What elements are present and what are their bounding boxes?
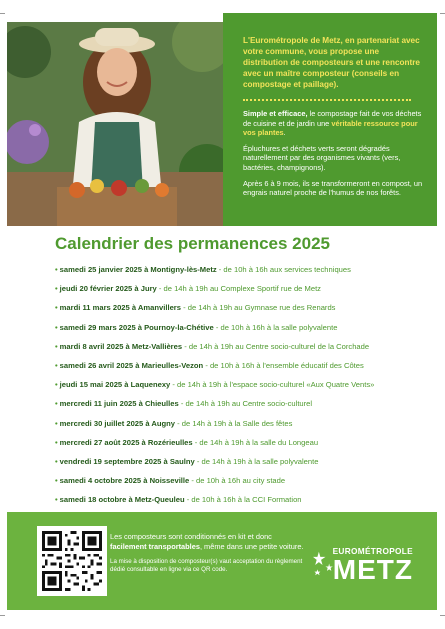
bullet-icon: • bbox=[55, 418, 58, 428]
bullet-icon: • bbox=[55, 456, 58, 466]
bullet-icon: • bbox=[55, 437, 58, 447]
event-item bbox=[55, 457, 415, 476]
event-location: - de 14h à 19h à l'espace socio-culturel «Aux Quatre Vents» bbox=[170, 380, 375, 390]
event-date: samedi 18 octobre à Metz-Queuleu bbox=[59, 495, 185, 505]
event-location: - de 14h à 19h à la Salle des fêtes bbox=[175, 418, 293, 428]
logo-line2: METZ bbox=[332, 554, 413, 585]
event-location: - de 14h à 19h au Centre socio-culturel bbox=[178, 399, 313, 409]
event-date: jeudi 15 mai 2025 à Laquenexy bbox=[59, 380, 171, 390]
event-item bbox=[55, 361, 415, 380]
bullet-icon: • bbox=[55, 360, 58, 370]
qr-code-icon[interactable] bbox=[37, 526, 107, 596]
band-text bbox=[110, 532, 310, 574]
paragraph-compost bbox=[243, 109, 423, 138]
event-item bbox=[55, 380, 415, 399]
bullet-icon: • bbox=[55, 265, 58, 274]
paragraph-transformation: Après 6 à 9 mois, ils se transformeront en compost, un engrais naturel proche de l'humus de nos forêts. bbox=[243, 178, 423, 198]
para1-end: . bbox=[283, 128, 286, 138]
bullet-icon: • bbox=[55, 322, 58, 332]
logo-line1: EUROMÉTROPOLE bbox=[332, 546, 413, 556]
event-location: - de 14h à 19h à la salle polyvalente bbox=[194, 456, 319, 466]
event-location: - de 10h à 16h à la CCI Formation bbox=[184, 495, 302, 505]
bullet-icon: • bbox=[55, 284, 58, 294]
event-date: mardi 8 avril 2025 à Metz-Vallières bbox=[59, 341, 183, 351]
event-date: mercredi 11 juin 2025 à Chieulles bbox=[59, 399, 179, 409]
kit-info-c: , même dans une petite voiture. bbox=[199, 541, 304, 551]
event-item bbox=[55, 265, 415, 284]
event-location: - de 10h à 16h au city stade bbox=[189, 476, 286, 486]
events-list bbox=[55, 265, 415, 534]
star-burst-icon bbox=[313, 550, 335, 580]
eurometropole-metz-logo bbox=[317, 546, 413, 590]
bullet-icon: • bbox=[55, 476, 58, 486]
crop-mark bbox=[0, 13, 5, 14]
event-date: mercredi 30 juillet 2025 à Augny bbox=[59, 418, 176, 428]
event-date: vendredi 19 septembre 2025 à Saulny bbox=[59, 456, 195, 466]
event-location: - de 14h à 19h au Centre socio-culturel de la Corchade bbox=[182, 341, 370, 351]
crop-mark bbox=[440, 615, 445, 616]
event-item bbox=[55, 438, 415, 457]
footer-band bbox=[7, 512, 437, 610]
kit-info-b: facilement transportables bbox=[110, 541, 200, 551]
event-date: samedi 26 avril 2025 à Marieulles-Vezon bbox=[59, 360, 204, 370]
bullet-icon: • bbox=[55, 399, 58, 409]
crop-mark bbox=[440, 13, 445, 14]
event-item bbox=[55, 476, 415, 495]
bullet-icon: • bbox=[55, 380, 58, 390]
event-item bbox=[55, 399, 415, 418]
event-item bbox=[55, 303, 415, 322]
kit-info bbox=[110, 532, 310, 551]
crop-mark bbox=[0, 615, 5, 616]
event-date: mercredi 27 août 2025 à Rozérieulles bbox=[59, 437, 193, 447]
para1-highlight: véritable ressource pour vos plantes bbox=[243, 118, 418, 138]
para1-mid: le compostage fait de vos déchets de cuisine et de jardin une bbox=[243, 109, 422, 128]
event-item bbox=[55, 419, 415, 438]
event-item bbox=[55, 284, 415, 303]
event-date: jeudi 20 février 2025 à Jury bbox=[59, 284, 157, 294]
bullet-icon: • bbox=[55, 303, 58, 313]
event-date: samedi 4 octobre 2025 à Noisseville bbox=[59, 476, 190, 486]
event-date: mardi 11 mars 2025 à Amanvillers bbox=[59, 303, 181, 313]
intro-text: L'Eurométropole de Metz, en partenariat avec votre commune, vous propose une distribution de composteurs et une rencontre avec un maître composteur (conseils en compostage et paillage). bbox=[243, 36, 420, 89]
event-location: - de 14h à 19h au Complexe Sportif rue de Metz bbox=[156, 284, 321, 294]
rules-notice: La mise à disposition de composteur(s) vaut acceptation du règlement dédié consultable en ligne via ce QR code. bbox=[110, 558, 303, 574]
intro-panel bbox=[223, 13, 437, 226]
event-date: samedi 25 janvier 2025 à Montigny-lès-Metz bbox=[59, 265, 217, 274]
event-location: - de 14h à 19h au Gymnase rue des Renards bbox=[180, 303, 336, 313]
dotted-divider bbox=[243, 99, 411, 101]
event-location: - de 10h à 16h aux services techniques bbox=[216, 265, 351, 274]
paragraph-degradation: Épluchures et déchets verts seront dégradés naturellement par des organismes vivants (vers, bactéries, champignons). bbox=[243, 143, 401, 172]
photo-gardener bbox=[7, 22, 223, 226]
kit-info-a: Les composteurs sont conditionnés en kit et donc bbox=[110, 532, 272, 541]
event-location: - de 10h à 16h à l'ensemble éducatif des Côtes bbox=[203, 360, 364, 370]
event-date: samedi 29 mars 2025 à Pournoy-la-Chétive bbox=[59, 322, 214, 332]
event-item bbox=[55, 342, 415, 361]
bullet-icon: • bbox=[55, 341, 58, 351]
event-item bbox=[55, 323, 415, 342]
calendar-title: Calendrier des permanences 2025 bbox=[55, 234, 330, 253]
bullet-icon: • bbox=[55, 495, 58, 505]
event-location: - de 14h à 19h à la salle du Longeau bbox=[192, 437, 319, 447]
event-location: - de 10h à 16h à la salle polyvalente bbox=[213, 322, 338, 332]
para1-strong: Simple et efficace, bbox=[243, 109, 308, 118]
